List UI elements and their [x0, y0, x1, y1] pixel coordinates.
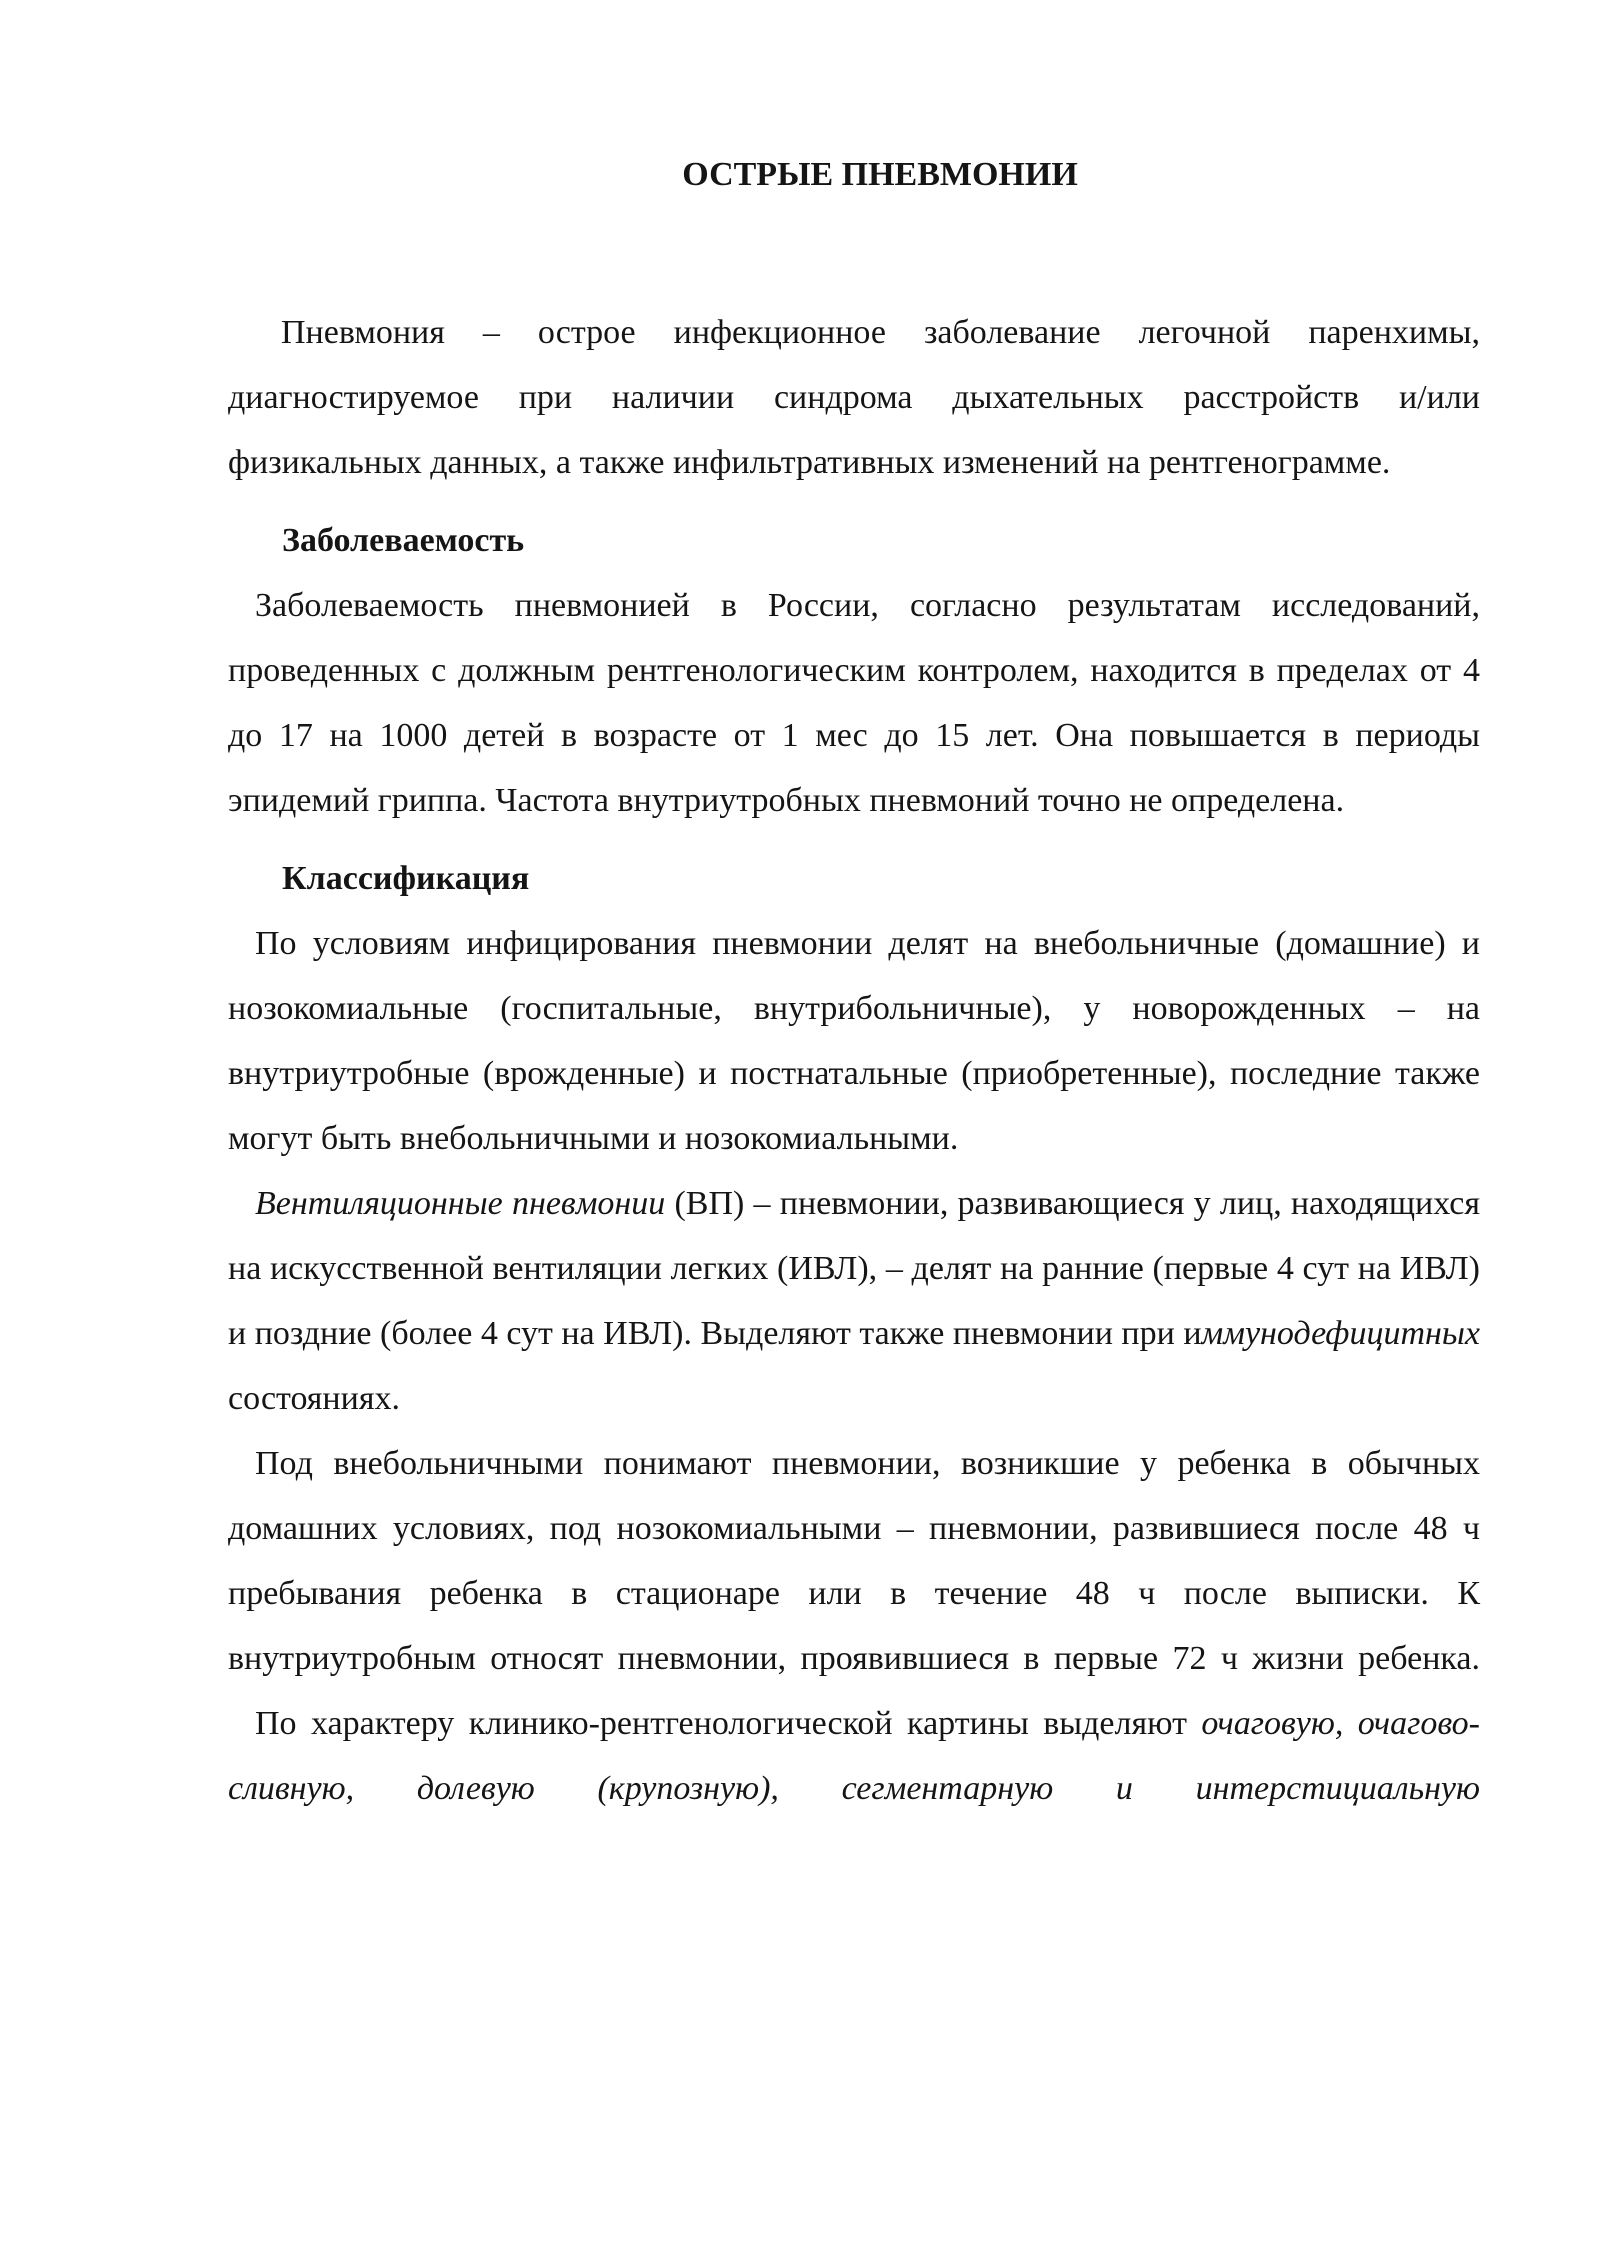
incidence-paragraph: Заболеваемость пневмонией в России, согласно результатам исследований, проведенных с должным рентгенологическим контролем, находится в пределах от 4 до 17 на 1000 детей в возрасте от 1 мес до 15 лет. Она повышается в периоды эпидемий гриппа. Частота внутриутробных пневмоний точно не определена.	[228, 587, 1480, 819]
clinical-types-paragraph	[228, 1691, 1480, 1821]
ventilation-text: (ВП) – пневмонии, развивающиеся у лиц, находящихся на искусственной вентиляции легких (ИВЛ), – делят на ранние (первые 4 сут на ИВЛ) и поздние (более 4 сут на ИВЛ). Выделяют также пневмонии при	[228, 1185, 1481, 1352]
ventilation-term: Вентиляционные пневмонии	[255, 1185, 666, 1222]
immunodeficiency-prefix: и	[1183, 1315, 1202, 1352]
community-paragraph: Под внебольничными понимают пневмонии, возникшие у ребенка в обычных домашних условиях, под нозокомиальными – пневмонии, развившиеся после 48 ч пребывания ребенка в стационаре или в течение 48 ч после выписки. К внутриутробным относят пневмонии, проявившиеся в первые 72 ч жизни ребенка.	[228, 1445, 1480, 1677]
immunodeficiency-term: ммунодефицитных	[1201, 1315, 1480, 1352]
ventilation-end: состояниях.	[228, 1380, 400, 1417]
page-title: ОСТРЫЕ ПНЕВМОНИИ	[682, 156, 1078, 193]
heading-classification: Классификация	[282, 860, 530, 897]
ventilation-paragraph	[228, 1171, 1480, 1431]
heading-incidence: Заболеваемость	[282, 522, 525, 559]
definition-paragraph: Пневмония – острое инфекционное заболевание легочной паренхимы, диагностируемое при наличии синдрома дыхательных расстройств и/или физикальных данных, а также инфильтративных изменений на рентгенограмме.	[228, 314, 1480, 481]
classification-paragraph: По условиям инфицирования пневмонии делят на внебольничные (домашние) и нозокомиальные (госпитальные, внутрибольничные), у новорожденных – на внутриутробные (врожденные) и постнатальные (приобретенные), последние также могут быть внебольничными и нозокомиальными.	[228, 925, 1480, 1157]
clinical-types-text: По характеру клинико-рентгенологической картины выделяют	[255, 1705, 1202, 1742]
clinical-types-terms: очаговую, очагово-сливную, долевую (крупозную), сегментарную и интерстициальную	[228, 1705, 1480, 1807]
document-body	[228, 300, 1480, 1821]
